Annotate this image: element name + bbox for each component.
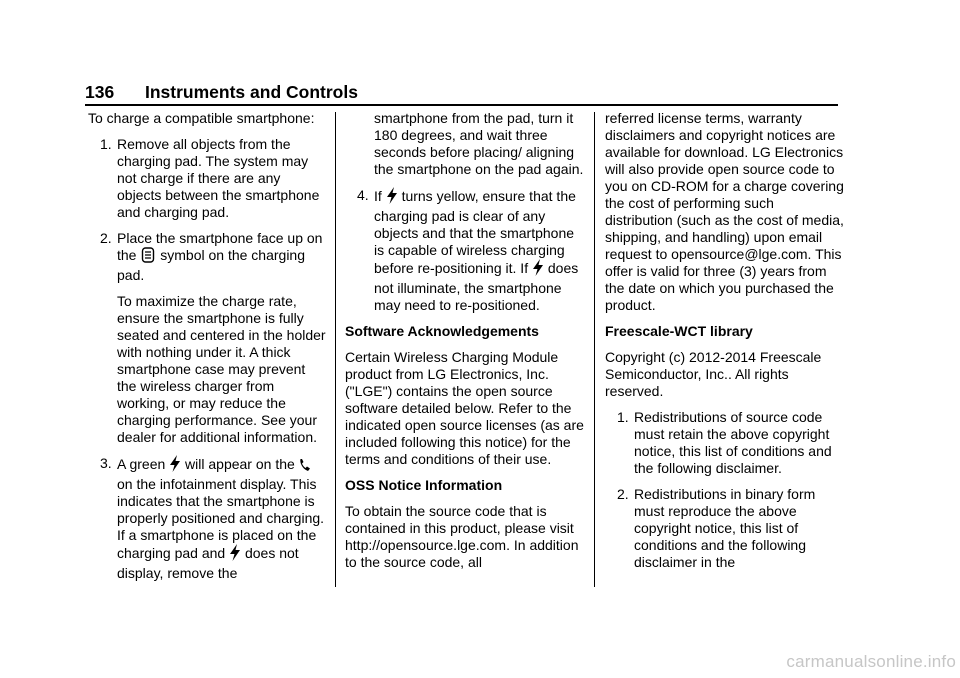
section-heading: OSS Notice Information	[345, 477, 503, 493]
paragraph: To obtain the source code that is contained in this product, please visit http://opensource.lge.com. In addition to the source code, all	[345, 503, 579, 570]
step-text: on the infotainment display. This indicates that the smartphone is properly positioned and charging. If a smartphone is placed on the charging pad and	[117, 476, 325, 561]
intro-text: To charge a compatible smartphone:	[88, 110, 315, 126]
step-text: If	[374, 188, 382, 204]
license-item-1	[605, 409, 845, 477]
lightning-bolt-icon	[229, 544, 241, 565]
step-number: 1.	[100, 136, 112, 152]
step-text: A green	[117, 456, 166, 472]
watermark: carmanualsonline.info	[786, 652, 956, 671]
column-2	[345, 110, 585, 580]
column-divider	[335, 112, 336, 587]
step-text: turns yellow, ensure that the charging pad is clear of any objects and that the smartphone is capable of wireless charging before re-positioning it. If	[374, 188, 576, 276]
step-2	[88, 230, 328, 284]
step-text: Place the smartphone face up on the	[117, 230, 323, 263]
step-number: 2.	[100, 230, 112, 246]
step-text: will appear on the	[185, 456, 295, 472]
item-number: 2.	[617, 486, 629, 502]
page-number: 136	[85, 82, 115, 102]
step-number: 3.	[100, 455, 112, 471]
step-text: Remove all objects from the charging pad. The system may not charge if there are any objects between the smartphone and charging pad.	[117, 136, 320, 220]
header-rule	[85, 104, 838, 106]
column-1	[88, 110, 328, 591]
lightning-bolt-icon	[169, 455, 181, 476]
page-title: Instruments and Controls	[145, 82, 358, 102]
item-text: Redistributions of source code must retain the above copyright notice, this list of conditions and the following disclaimer.	[634, 409, 832, 476]
section-heading: Freescale-WCT library	[605, 323, 753, 339]
column-3	[605, 110, 845, 580]
paragraph: referred license terms, warranty disclaimers and copyright notices are available for download. LG Electronics will also provide open source code to you on CD-ROM for a charge covering the cost of performing such distribution (such as the cost of media, shipping, and handling) upon email request to opensource@lge.com. This offer is valid for three (3) years from the date on which you purchased the product.	[605, 110, 844, 313]
step-3-continued: smartphone from the pad, turn it 180 degrees, and wait three seconds before placing/ aligning the smartphone on the pad again.	[374, 110, 584, 177]
lightning-bolt-icon	[386, 187, 398, 208]
lightning-bolt-icon	[532, 259, 544, 280]
step-text: symbol on the charging pad.	[117, 247, 306, 283]
step-2-note: To maximize the charge rate, ensure the smartphone is fully seated and centered in the holder with nothing under it. A thick smartphone case may prevent the wireless charger from working, or may reduce the charging performance. See your dealer for additional information.	[117, 293, 326, 445]
step-3	[88, 455, 328, 582]
phone-icon	[299, 458, 311, 476]
smartphone-charging-icon	[140, 247, 156, 267]
step-1	[88, 136, 328, 221]
paragraph: Copyright (c) 2012-2014 Freescale Semiconductor, Inc.. All rights reserved.	[605, 349, 822, 399]
section-heading: Software Acknowledgements	[345, 323, 539, 339]
step-4	[345, 187, 585, 314]
step-number: 4.	[357, 187, 369, 203]
item-number: 1.	[617, 409, 629, 425]
license-item-2	[605, 486, 845, 571]
column-divider	[594, 112, 595, 587]
item-text: Redistributions in binary form must reproduce the above copyright notice, this list of conditions and the following disclaimer in the	[634, 486, 816, 570]
step-text: does not display, remove the	[117, 545, 299, 581]
paragraph: Certain Wireless Charging Module product from LG Electronics, Inc. ("LGE") contains the open source software detailed below. Refer to the indicated open source licenses (as are included following this notice) for the terms and conditions of their use.	[345, 349, 584, 467]
step-text: does not illuminate, the smartphone may need to re-positioned.	[374, 260, 579, 313]
